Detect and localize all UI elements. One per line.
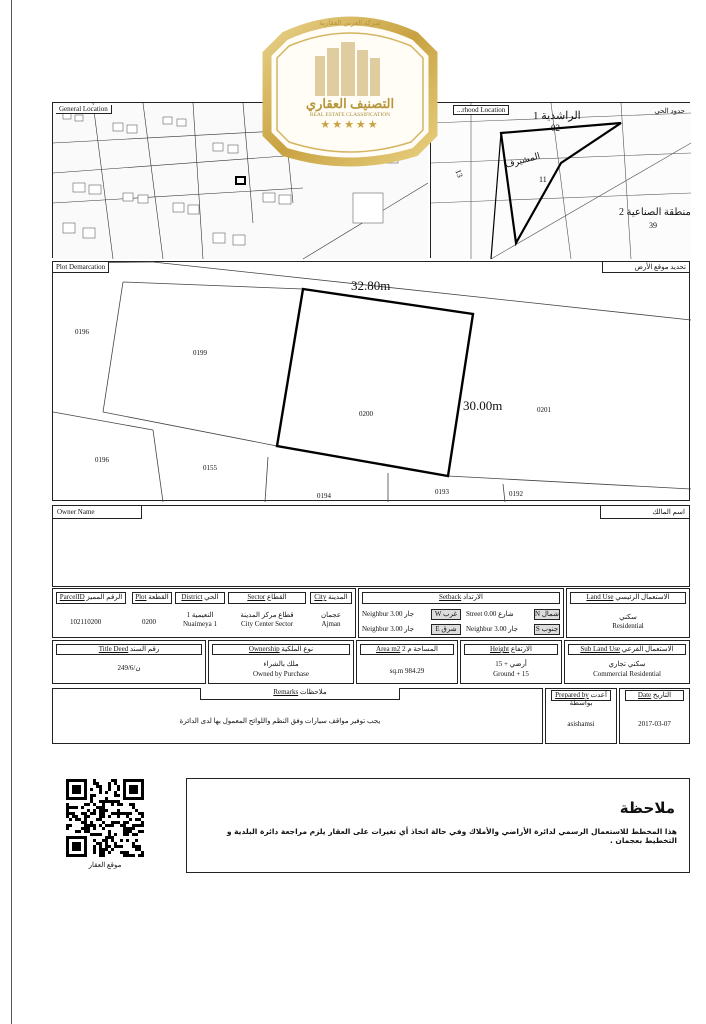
parcel-label: 0196 — [95, 456, 109, 464]
height-value: Ground + 15 — [493, 670, 529, 678]
note-text: هذا المخطط للاستعمال الرسمي لدائرة الأراضي والأملاك وفي حالة اتخاذ أي تغيرات على العقار يلزم مراجعة دائرة البلدية و التخطيط بعجمان . — [226, 827, 677, 845]
setback-row1-left: Neighbur 3.00 جار — [362, 610, 415, 618]
parcel-label-subject: 0200 — [359, 410, 373, 418]
height-header: Height الارتفاع — [464, 644, 558, 655]
note-box — [186, 778, 690, 873]
land-use-header: Land Use الاستعمال الرئيسي — [570, 592, 686, 604]
map-label-rashidiya: الراشدية 1 — [533, 110, 581, 122]
general-location-label: General Location — [56, 105, 112, 114]
city-value-ar: عجمان — [320, 611, 341, 619]
parcel-label: 0193 — [435, 488, 449, 496]
height-value-ar: أرضي + 15 — [495, 660, 527, 668]
map-label-rashidiya-num: 02 — [551, 123, 560, 133]
plot-demarcation-label: Plot Demarcation — [53, 262, 109, 273]
qr-caption: موقع العقار — [88, 861, 122, 869]
parcel-label: 0199 — [193, 349, 207, 357]
setback-row2-dir: E شرق — [431, 624, 461, 635]
parcel-label: 0192 — [509, 490, 523, 498]
company-logo — [255, 14, 445, 164]
district-header: District الحي — [175, 592, 225, 604]
title-deed-header: Title Deed رقم السند — [56, 644, 202, 655]
setback-header: Setback الارتداد — [362, 592, 560, 604]
plot-width-dimension: 32.80m — [351, 278, 391, 293]
map-label-industrial-num: 39 — [649, 221, 657, 230]
left-edge-line — [11, 0, 12, 1024]
area-value: sq.m 984.29 — [389, 667, 425, 675]
neighbourhood-location-label: ...rhood Location — [453, 105, 509, 115]
note-title: ملاحظة — [619, 799, 675, 817]
plot-demarcation — [52, 261, 690, 501]
setback-row1-dir2: N شمال — [535, 610, 559, 618]
parcel-label: 0194 — [317, 492, 331, 500]
parcel-label: 0155 — [203, 464, 217, 472]
owner-name-label-ar: اسم المالك — [600, 506, 689, 519]
map-label-industrial: منطقة الصناعية 2 — [619, 207, 691, 218]
subject-plot-outline — [277, 289, 473, 476]
logo-stars: ★★★★★ — [320, 119, 380, 131]
neighbourhood-arabic-label: حدود الحي — [654, 107, 685, 115]
setback-row2-left: Neighbur 3.00 جار — [362, 625, 415, 633]
plot-depth-dimension: 30.00m — [463, 398, 503, 413]
setback-row2-right: Neighbur 3.00 جار — [466, 625, 519, 633]
logo-arabic-top: شركة العربي العقارية — [319, 19, 381, 27]
remarks-header: Remarks ملاحظات — [200, 688, 400, 700]
land-use-value: Residential — [612, 622, 644, 630]
parcel-label: 0201 — [537, 406, 551, 414]
qr-code — [66, 779, 144, 857]
parcel-id-header: ParcelID الرقم المميز — [56, 592, 126, 604]
prepared-header: Prepared by أعدت بواسطة — [551, 690, 611, 701]
parcel-label: 0196 — [75, 328, 89, 336]
plot-header: Plot القطعة — [132, 592, 172, 604]
plot-value: 0200 — [142, 618, 156, 626]
logo-frame — [255, 14, 445, 164]
sector-value-ar: قطاع مركز المدينة — [240, 611, 294, 619]
map-label-num11: 11 — [539, 175, 547, 184]
map-label-mushairef: المشيرف — [504, 150, 542, 170]
remarks-text: يجب توفير مواقف سيارات وفق النظم واللوائح المعمول بها لدى الدائرة — [179, 717, 381, 725]
logo-arabic-main: التصنيف العقاري — [305, 96, 395, 111]
sector-value: City Center Sector — [240, 620, 294, 628]
setback-row2-dir2: S جنوب — [535, 625, 559, 633]
qr-box — [52, 773, 180, 875]
ownership-header: Ownership نوع الملكية — [212, 644, 350, 655]
date-value: 2017-03-07 — [638, 720, 671, 728]
city-value: Ajman — [321, 620, 341, 628]
plot-demarcation-label-ar: تحديد موقع الأرض — [602, 262, 689, 273]
city-header: City المدينة — [310, 592, 352, 604]
sector-header: Sector القطاع — [228, 592, 306, 604]
sub-land-use-header: Sub Land Use الاستعمال الفرعي — [568, 644, 686, 655]
land-use-value-ar: سكني — [619, 613, 637, 621]
sub-land-use-value: Commercial Residential — [593, 670, 661, 678]
ownership-value-ar: ملك بالشراء — [263, 660, 299, 668]
logo-english: REAL ESTATE CLASSIFICATION — [309, 112, 391, 118]
setback-row1-right: Street 0.00 شارع — [466, 610, 514, 618]
owner-name-label: Owner Name — [53, 506, 142, 519]
sub-land-use-value-ar: سكني تجاري — [608, 660, 646, 668]
prepared-value: asishamsi — [567, 720, 595, 728]
ownership-value: Owned by Purchase — [253, 670, 309, 678]
owner-name-box — [52, 505, 690, 587]
parcel-id-value: 102110200 — [70, 618, 102, 626]
map-label-num13: 13 — [453, 168, 465, 179]
district-value-ar: النعيمية 1 — [186, 611, 214, 619]
area-header: Area m2 المساحة م 2 — [360, 644, 454, 655]
title-deed-value: 249/6/ن — [117, 664, 141, 672]
neighbourhood-location-map — [430, 102, 690, 258]
plot-drawing — [53, 262, 691, 502]
date-header: Date التاريخ — [625, 690, 684, 701]
neighbourhood-map-drawing — [431, 103, 691, 259]
district-value: Nuaimeya 1 — [182, 620, 217, 628]
setback-row1-dir: W غرب — [431, 609, 461, 620]
